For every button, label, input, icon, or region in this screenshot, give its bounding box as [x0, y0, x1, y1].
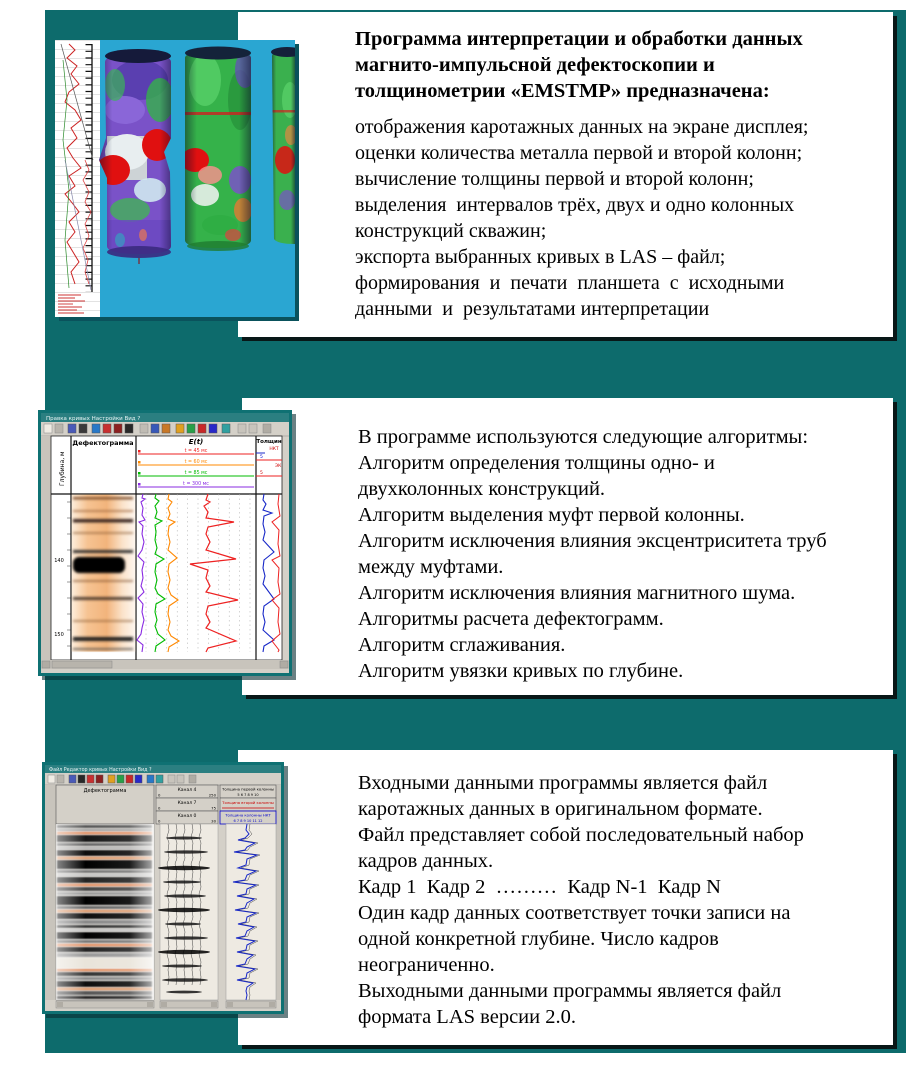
- thickness-track-header: [220, 785, 276, 798]
- svg-text:Толщин: Толщин: [256, 439, 282, 445]
- algorithms-box: [242, 398, 893, 695]
- depth-tick-label: 150: [54, 632, 64, 638]
- algorithm-line: Алгоритм определения толщины одно- и: [358, 452, 715, 474]
- svg-text:Толщина колонны НКТ: Толщина колонны НКТ: [225, 812, 271, 818]
- svg-text:НКТ: НКТ: [269, 447, 279, 452]
- defectogram-header: Дефектограмма: [72, 439, 134, 447]
- legend-entry-label: t = 60 мс: [184, 460, 208, 465]
- purpose-item: выделения интервалов трёх, двух и одно колонных: [355, 194, 795, 216]
- depth-column-header: Глубина, м: [59, 451, 66, 486]
- channel-header: [156, 785, 218, 798]
- algorithm-line: Алгоритм исключения влияния магнитного шума.: [358, 582, 796, 604]
- thickness-track-header: [220, 798, 276, 811]
- pipe-cylinder-1: [96, 49, 174, 264]
- channel-header: [156, 811, 218, 824]
- frame-viewer-screenshot: [42, 762, 284, 1014]
- svg-text:0: 0: [158, 805, 161, 811]
- scrollbar: [56, 1001, 276, 1008]
- legend-entry-label: t = 45 мс: [184, 449, 208, 454]
- thickness-track-header: [220, 811, 276, 824]
- et-header: E(t): [188, 438, 204, 446]
- algorithm-line: В программе используются следующие алгоритмы:: [358, 426, 809, 448]
- menu-bar-text: Правка кривых Настройки Вид ?: [46, 416, 141, 422]
- io-line: Входными данными программы является файл: [358, 772, 768, 794]
- algorithm-line: Алгоритмы расчета дефектограмм.: [358, 608, 664, 630]
- io-line: формата LAS версии 2.0.: [358, 1006, 576, 1028]
- toolbar: [45, 773, 281, 785]
- purpose-item: данными и результатами интерпретации: [355, 298, 710, 320]
- svg-text:Канал 0: Канал 0: [177, 814, 197, 819]
- io-box: [238, 750, 893, 1045]
- svg-text:Толщина первой колонны: Толщина первой колонны: [222, 786, 274, 792]
- svg-text:6 7 8 9 10 11 12: 6 7 8 9 10 11 12: [233, 819, 263, 823]
- pipe-cylinder-3: [271, 47, 295, 246]
- toolbar: [41, 422, 289, 436]
- left-gutter: [45, 785, 56, 1000]
- log-strip: [55, 40, 100, 317]
- log-viewer-screenshot: [38, 410, 292, 676]
- svg-text:0: 0: [158, 818, 161, 824]
- svg-text:ЭК: ЭК: [275, 464, 282, 469]
- svg-text:30: 30: [211, 818, 216, 824]
- depth-tick-label: 140: [54, 558, 64, 564]
- purpose-item: оценки количества металла первой и второй колонн;: [355, 142, 803, 164]
- io-line: Выходными данными программы является файл: [358, 980, 782, 1002]
- io-line: Файл представляет собой последовательный набор: [358, 824, 804, 846]
- svg-text:5: 5: [260, 455, 263, 460]
- toolbar-icon: [48, 775, 196, 783]
- purpose-item: экспорта выбранных кривых в LAS – файл;: [355, 246, 726, 268]
- defectogram-track: [56, 824, 154, 1000]
- purpose-item: формирования и печати планшета с исходными: [355, 272, 785, 294]
- io-line: одной конкретной глубине. Число кадров: [358, 928, 719, 950]
- legend-entry-label: t = 300 мс: [183, 482, 209, 487]
- algorithm-line: между муфтами.: [358, 556, 504, 578]
- thickness-track: [226, 824, 276, 1000]
- panel-headers: [56, 785, 276, 824]
- io-line: Один кадр данных соответствует точки записи на: [358, 902, 791, 924]
- svg-text:Канал 7: Канал 7: [177, 801, 197, 806]
- scrollbar: [41, 660, 289, 669]
- purpose-item: вычисление толщины первой и второй колонн;: [355, 168, 754, 190]
- pipe-3d-visualization-image: [55, 40, 295, 317]
- defectogram-header: Дефектограмма: [83, 788, 127, 794]
- purpose-item: конструкций скважин;: [355, 220, 547, 242]
- svg-text:Толщина второй колонны: Толщина второй колонны: [222, 800, 274, 805]
- algorithm-line: двухколонных конструкций.: [358, 478, 606, 500]
- program-title: Программа интерпретации и обработки данных магнито-импульсной дефектоскопии и толщинометрии «EMSTMP» предназначена:: [355, 28, 803, 102]
- algorithm-line: Алгоритм выделения муфт первой колонны.: [358, 504, 745, 526]
- algorithm-line: Алгоритм увязки кривых по глубине.: [358, 660, 684, 682]
- io-line: каротажных данных в оригинальном формате.: [358, 798, 763, 820]
- svg-text:0: 0: [158, 792, 161, 798]
- legend-entry-label: t = 85 мс: [184, 471, 208, 476]
- right-scrollbar: [276, 785, 281, 1000]
- left-gutter: [41, 436, 51, 660]
- defectogram-track: [72, 495, 136, 652]
- io-line: Кадр 1 Кадр 2 ……… Кадр N-1 Кадр N: [358, 876, 721, 898]
- svg-text:5 6 7 8 9 10: 5 6 7 8 9 10: [237, 793, 259, 797]
- algorithm-line: Алгоритм сглаживания.: [358, 634, 566, 656]
- wiggle-track: [158, 824, 218, 1000]
- svg-text:75: 75: [211, 805, 216, 811]
- io-line: кадров данных.: [358, 850, 494, 872]
- io-line: неограниченно.: [358, 954, 495, 976]
- purpose-box: [238, 12, 893, 337]
- svg-text:Канал 4: Канал 4: [177, 788, 197, 793]
- svg-text:250: 250: [208, 792, 216, 798]
- channel-header: [156, 798, 218, 811]
- svg-text:5: 5: [260, 471, 263, 476]
- algorithm-line: Алгоритм исключения влияния эксцентриситета труб: [358, 530, 827, 552]
- pipe-cylinder-2: [181, 47, 255, 252]
- purpose-item: отображения каротажных данных на экране дисплея;: [355, 116, 809, 138]
- menu-bar-text: Файл Редактор кривых Настройки Вид ?: [49, 768, 152, 773]
